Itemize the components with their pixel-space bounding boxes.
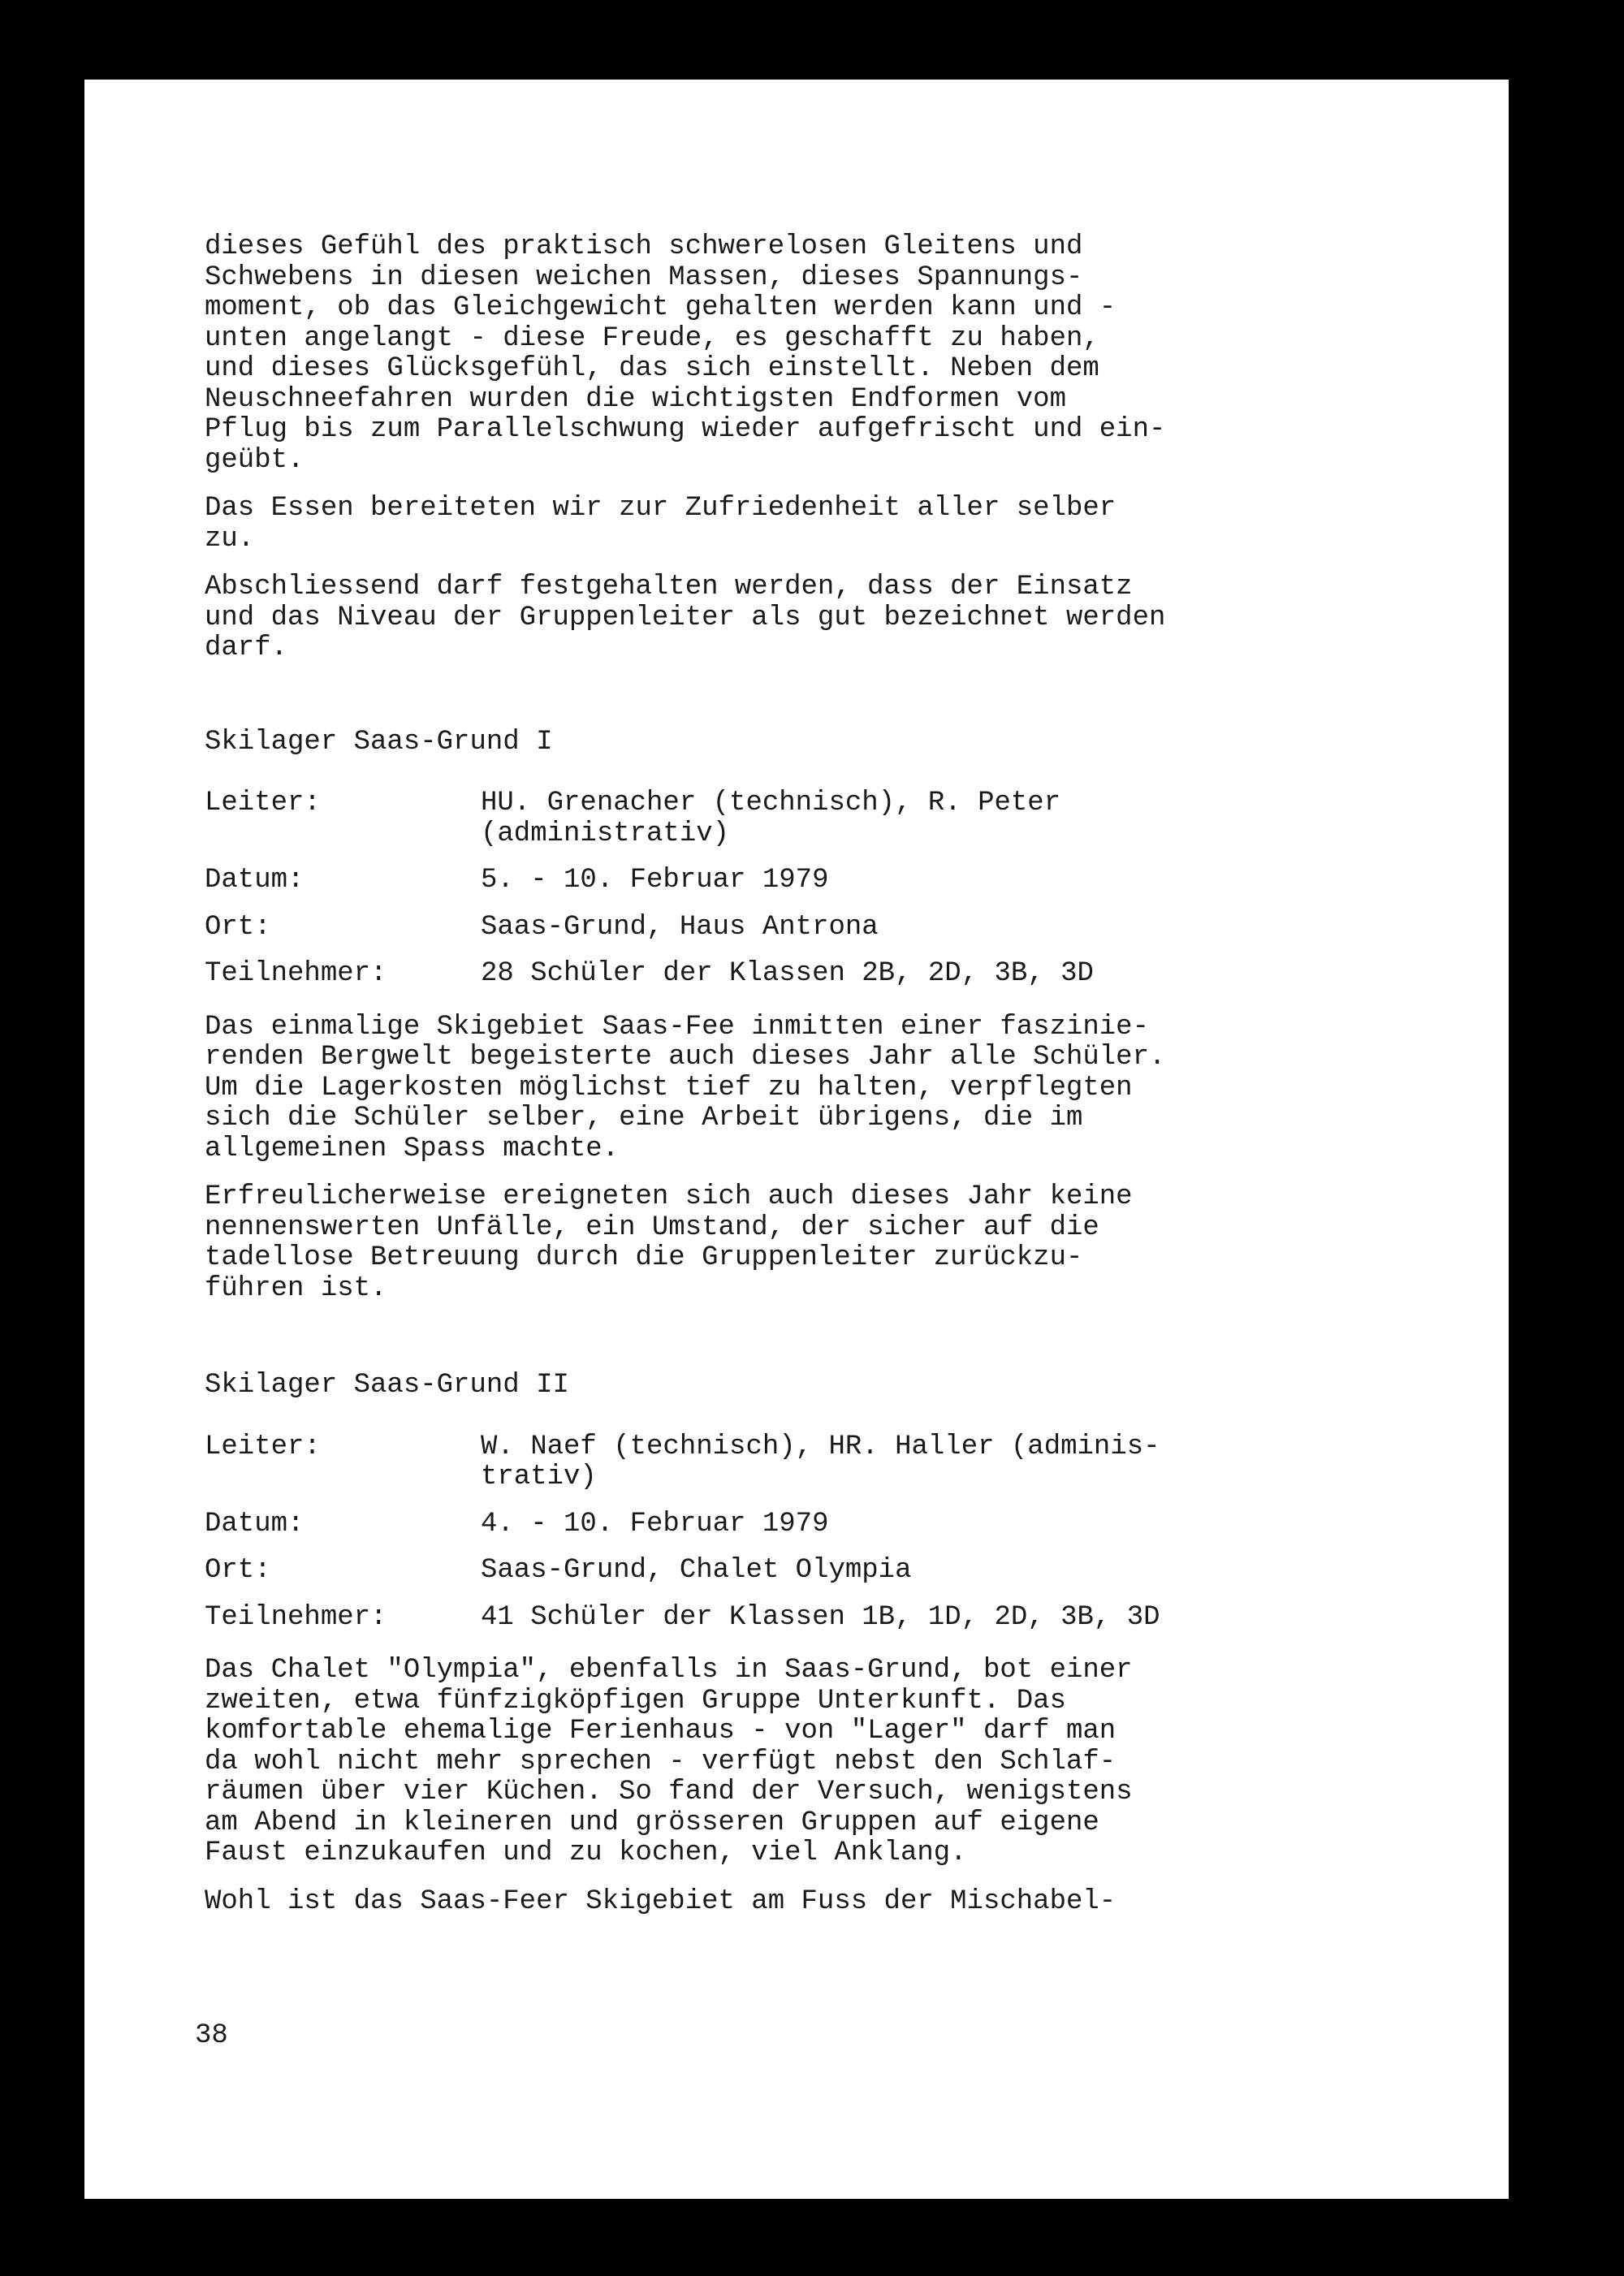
location-label: Ort: <box>205 1555 271 1586</box>
participants-label: Teilnehmer: <box>205 958 387 989</box>
participants-value: 41 Schüler der Klassen 1B, 1D, 2D, 3B, 3D <box>481 1601 1160 1633</box>
text-line: nennenswerten Unfälle, ein Umstand, der sicher auf die <box>205 1211 1099 1243</box>
text-line: moment, ob das Gleichgewicht gehalten werden kann und - <box>205 292 1116 323</box>
intro-paragraph-3 <box>205 572 1374 664</box>
text-line: Faust einzukaufen und zu kochen, viel Anklang. <box>205 1838 967 1868</box>
leader-value <box>481 788 1374 849</box>
text-line: Abschliessend darf festgehalten werden, dass der Einsatz <box>205 572 1133 602</box>
text-line: W. Naef (technisch), HR. Haller (adminis- <box>481 1431 1160 1462</box>
text-line: Um die Lagerkosten möglichst tief zu halten, verpflegten <box>205 1072 1133 1103</box>
date-label: Datum: <box>205 1508 304 1540</box>
text-line: führen ist. <box>205 1272 387 1304</box>
camp2-paragraph-2 <box>205 1887 1374 1918</box>
camp1-date-row <box>205 866 1374 896</box>
text-line: renden Bergwelt begeisterte auch dieses Jahr alle Schüler. <box>205 1042 1166 1073</box>
camp2-date-row <box>205 1509 1374 1540</box>
location-label: Ort: <box>205 911 271 943</box>
location-value: Saas-Grund, Haus Antrona <box>481 911 879 943</box>
page-number: 38 <box>195 2020 228 2051</box>
intro-paragraph-2 <box>205 494 1374 555</box>
camp1-title: Skilager Saas-Grund I <box>205 726 553 758</box>
participants-value: 28 Schüler der Klassen 2B, 2D, 3B, 3D <box>481 958 1094 989</box>
date-label: Datum: <box>205 865 304 896</box>
text-line: dieses Gefühl des praktisch schwerelosen Gleitens und <box>205 231 1083 262</box>
text-line: (administrativ) <box>481 818 730 849</box>
text-line: allgemeinen Spass machte. <box>205 1133 620 1164</box>
text-line: und dieses Glücksgefühl, das sich einstellt. Neben dem <box>205 353 1099 384</box>
text-line: Das Chalet "Olympia", ebenfalls in Saas-Grund, bot einer <box>205 1655 1133 1686</box>
text-line: HU. Grenacher (technisch), R. Peter <box>481 788 1061 818</box>
text-line: Das Essen bereiteten wir zur Zufriedenheit aller selber <box>205 493 1116 524</box>
text-line: und das Niveau der Gruppenleiter als gut bezeichnet werden <box>205 602 1166 633</box>
camp1-participants-row <box>205 959 1374 990</box>
camp1-paragraph-1 <box>205 1013 1374 1165</box>
text-line: darf. <box>205 633 288 663</box>
leader-value <box>481 1432 1374 1493</box>
camp2-participants-row <box>205 1603 1374 1634</box>
camp1-leader-row <box>205 788 1374 849</box>
participants-label: Teilnehmer: <box>205 1601 387 1633</box>
text-line: Schwebens in diesen weichen Massen, dieses Spannungs- <box>205 261 1083 293</box>
text-line: Wohl ist das Saas-Feer Skigebiet am Fuss der Mischabel- <box>205 1885 1116 1917</box>
text-line: komfortable ehemalige Ferienhaus - von "Lager" darf man <box>205 1716 1116 1747</box>
text-line: unten angelangt - diese Freude, es geschafft zu haben, <box>205 322 1099 354</box>
text-line: Pflug bis zum Parallelschwung wieder aufgefrischt und ein- <box>205 414 1166 445</box>
text-line: da wohl nicht mehr sprechen - verfügt nebst den Schlaf- <box>205 1746 1116 1777</box>
camp1-paragraph-2 <box>205 1182 1374 1304</box>
text-line: am Abend in kleineren und grösseren Gruppen auf eigene <box>205 1807 1099 1838</box>
text-line: sich die Schüler selber, eine Arbeit übrigens, die im <box>205 1103 1083 1134</box>
camp2-title: Skilager Saas-Grund II <box>205 1370 569 1401</box>
camp2-location-row <box>205 1556 1374 1587</box>
text-line: räumen über vier Küchen. So fand der Versuch, wenigstens <box>205 1777 1133 1807</box>
text-line: Erfreulicherweise ereigneten sich auch dieses Jahr keine <box>205 1181 1133 1212</box>
document-page <box>84 80 1509 2199</box>
page-content <box>205 232 1374 1935</box>
intro-paragraph-1 <box>205 232 1374 476</box>
leader-label: Leiter: <box>205 1431 321 1462</box>
text-line: tadellose Betreuung durch die Gruppenleiter zurückzu- <box>205 1242 1083 1273</box>
leader-label: Leiter: <box>205 788 321 818</box>
camp2-leader-row <box>205 1432 1374 1493</box>
camp1-location-row <box>205 913 1374 944</box>
text-line: zweiten, etwa fünfzigköpfigen Gruppe Unterkunft. Das <box>205 1685 1066 1717</box>
location-value: Saas-Grund, Chalet Olympia <box>481 1555 912 1586</box>
text-line: geübt. <box>205 444 304 476</box>
date-value: 4. - 10. Februar 1979 <box>481 1508 829 1540</box>
text-line: Das einmalige Skigebiet Saas-Fee inmitten einer faszinie- <box>205 1011 1149 1043</box>
text-line: zu. <box>205 523 255 555</box>
text-line: trativ) <box>481 1462 597 1492</box>
text-line: Neuschneefahren wurden die wichtigsten Endformen vom <box>205 383 1066 415</box>
date-value: 5. - 10. Februar 1979 <box>481 865 829 896</box>
camp2-paragraph-1 <box>205 1656 1374 1869</box>
